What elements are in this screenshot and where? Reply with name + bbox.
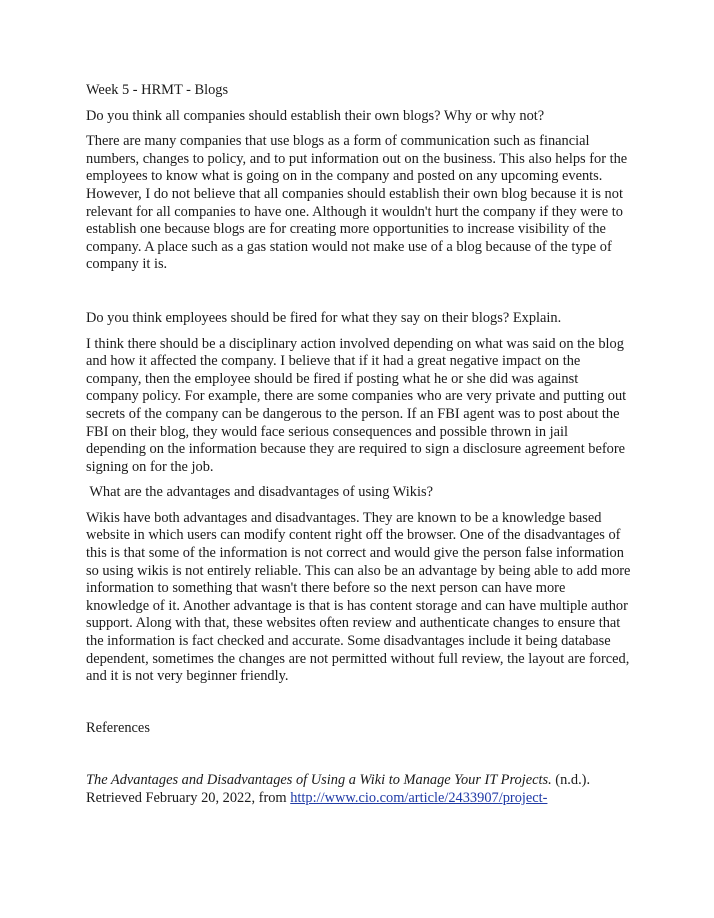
reference-title: The Advantages and Disadvantages of Using a Wiki to Manage Your IT Projects.	[86, 772, 552, 789]
spacer	[86, 737, 631, 772]
reference-date: (n.d.).	[551, 772, 591, 789]
question-2: Do you think employees should be fired for what they say on their blogs? Explain.	[86, 309, 562, 326]
spacer	[86, 476, 631, 484]
references-heading: References	[86, 719, 150, 736]
document-title: Week 5 - HRMT - Blogs	[86, 82, 229, 98]
reference-retrieved: Retrieved February 20, 2022, from	[86, 790, 291, 806]
spacer	[86, 686, 631, 720]
question-1: Do you think all companies should establish their own blogs? Why or why not?	[86, 107, 545, 124]
reference-link[interactable]: http://www.cio.com/article/2433907/project-	[290, 790, 548, 806]
document-page	[86, 82, 631, 808]
answer-3: Wikis have both advantages and disadvantages. They are known to be a knowledge based website in which users can modify content right off the browser. One of the disadvantages of this is that some of the information is not correct and would give the person false information so using wikis is not entirely reliable. This can also be an advantage by being able to add more information to something that wasn't there before so the next person can have more knowledge of it. Another advantage is that is has content storage and can have multiple author support. Along with that, these websites often review and authenticate changes to ensure that the information is fact checked and accurate. Some disadvantages include it being database dependent, sometimes the changes are not permitted without full review, the layout are forced, and it is not very beginner friendly.	[86, 509, 631, 685]
answer-2: I think there should be a disciplinary action involved depending on what was said on the blog and how it affected the company. I believe that if it had a great negative impact on the company, then the employee should be fired if posting what he or she did was against company policy. For example, there are some companies who are very private and putting out secrets of the company can be dangerous to the person. If an FBI agent was to post about the FBI on their blog, they would face serious consequences and possible thrown in jail depending on the information because they are required to sign a disclosure agreement before signing on for the job.	[86, 335, 627, 475]
reference-entry	[86, 772, 631, 807]
question-3: What are the advantages and disadvantages of using Wikis?	[86, 484, 433, 501]
answer-1: There are many companies that use blogs as a form of communication such as financial numbers, changes to policy, and to put information out on the business. This also helps for the employees to know what is going on in the company and posted on any upcoming events. However, I do not believe that all companies should establish their own blog because it is not relevant for all companies to have one. Although it wouldn't hurt the company if they were to establish one because blogs are for creating more opportunities to increase visibility of the company. A place such as a gas station would not make use of a blog because of the type of company it is.	[86, 133, 628, 273]
spacer	[86, 274, 631, 310]
